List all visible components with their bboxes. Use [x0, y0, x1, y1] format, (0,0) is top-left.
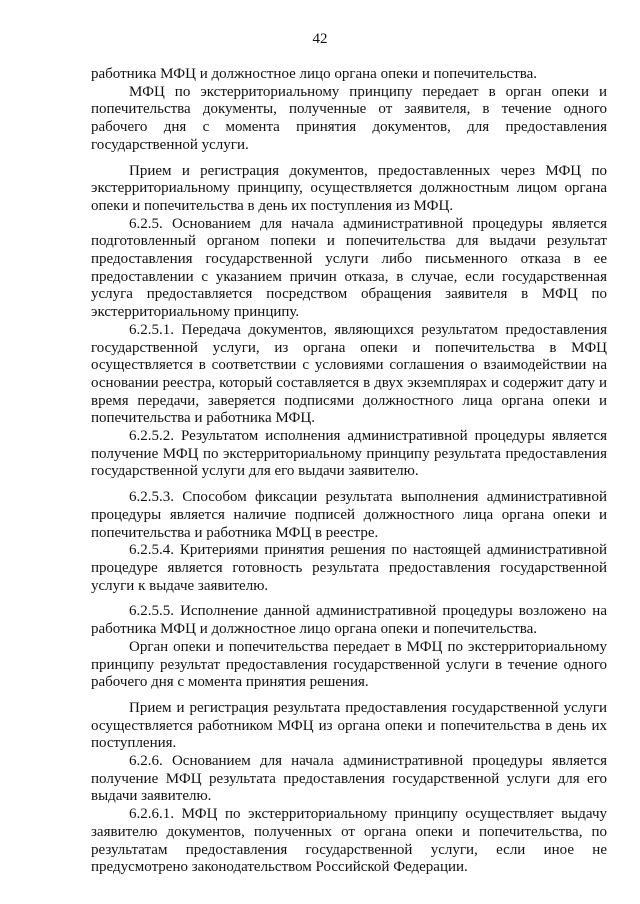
paragraph-6-2-5-1: 6.2.5.1. Передача документов, являющихся результатом предоставления государственной услуги, из органа опеки и попечительства в МФЦ осуществляется в соответствии с условиями соглашения о взаимодействии на основании реестра, который составляется в двух экземплярах и содержит дату и время передачи, заверяется подписями должностного лица органа опеки и попечительства и работника МФЦ.	[91, 321, 607, 427]
paragraph-result-transfer: Орган опеки и попечительства передает в МФЦ по экстерриториальному принципу результат предоставления государственной услуги в течение одного рабочего дня с момента принятия решения.	[91, 638, 607, 691]
paragraph-mfc-transfer: МФЦ по экстерриториальному принципу передает в орган опеки и попечительства документы, полученные от заявителя, в течение одного рабочего дня с момента принятия документов, для предоставления государственной услуги.	[91, 83, 607, 153]
paragraph-result-reception: Прием и регистрация результата предоставления государственной услуги осуществляется работником МФЦ из органа опеки и попечительства в день их поступления.	[91, 699, 607, 752]
paragraph-6-2-5-5: 6.2.5.5. Исполнение данной административной процедуры возложено на работника МФЦ и должностное лицо органа опеки и попечительства.	[91, 603, 607, 638]
paragraph-6-2-6-1: 6.2.6.1. МФЦ по экстерриториальному принципу осуществляет выдачу заявителю документов, полученных от органа опеки и попечительства, по результатам предоставления государственной услуги, если иное не предусмотрено законодательством Российской Федерации.	[91, 806, 607, 876]
paragraph-reception: Прием и регистрация документов, предоставленных через МФЦ по экстерриториальному принципу, осуществляется должностным лицом органа опеки и попечительства в день их поступления из МФЦ.	[91, 162, 607, 214]
paragraph-continuation: работника МФЦ и должностное лицо органа опеки и попечительства.	[91, 66, 538, 82]
paragraph-6-2-6: 6.2.6. Основанием для начала административной процедуры является получение МФЦ результата предоставления государственной услуги для его выдачи заявителю.	[91, 753, 607, 805]
paragraph-6-2-5-3: 6.2.5.3. Способом фиксации результата выполнения административной процедуры является наличие подписей должностного лица органа опеки и попечительства и работника МФЦ в реестре.	[91, 489, 607, 541]
document-body	[91, 66, 607, 877]
paragraph-6-2-5-4: 6.2.5.4. Критериями принятия решения по настоящей административной процедуре является готовность результата предоставления государственной услуги к выдаче заявителю.	[91, 542, 607, 594]
page-number: 42	[312, 31, 328, 47]
paragraph-6-2-5-2: 6.2.5.2. Результатом исполнения административной процедуры является получение МФЦ по экстерриториальному принципу результата предоставления государственной услуги для его выдачи заявителю.	[91, 428, 607, 480]
paragraph-6-2-5: 6.2.5. Основанием для начала административной процедуры является подготовленный органом попеки и попечительства для выдачи результат предоставления государственной услуги либо письменного отказа в ее предоставлении с указанием причин отказа, в случае, если государственная услуга предоставляется посредством обращения заявителя в МФЦ по экстерриториальному принципу.	[91, 215, 607, 321]
